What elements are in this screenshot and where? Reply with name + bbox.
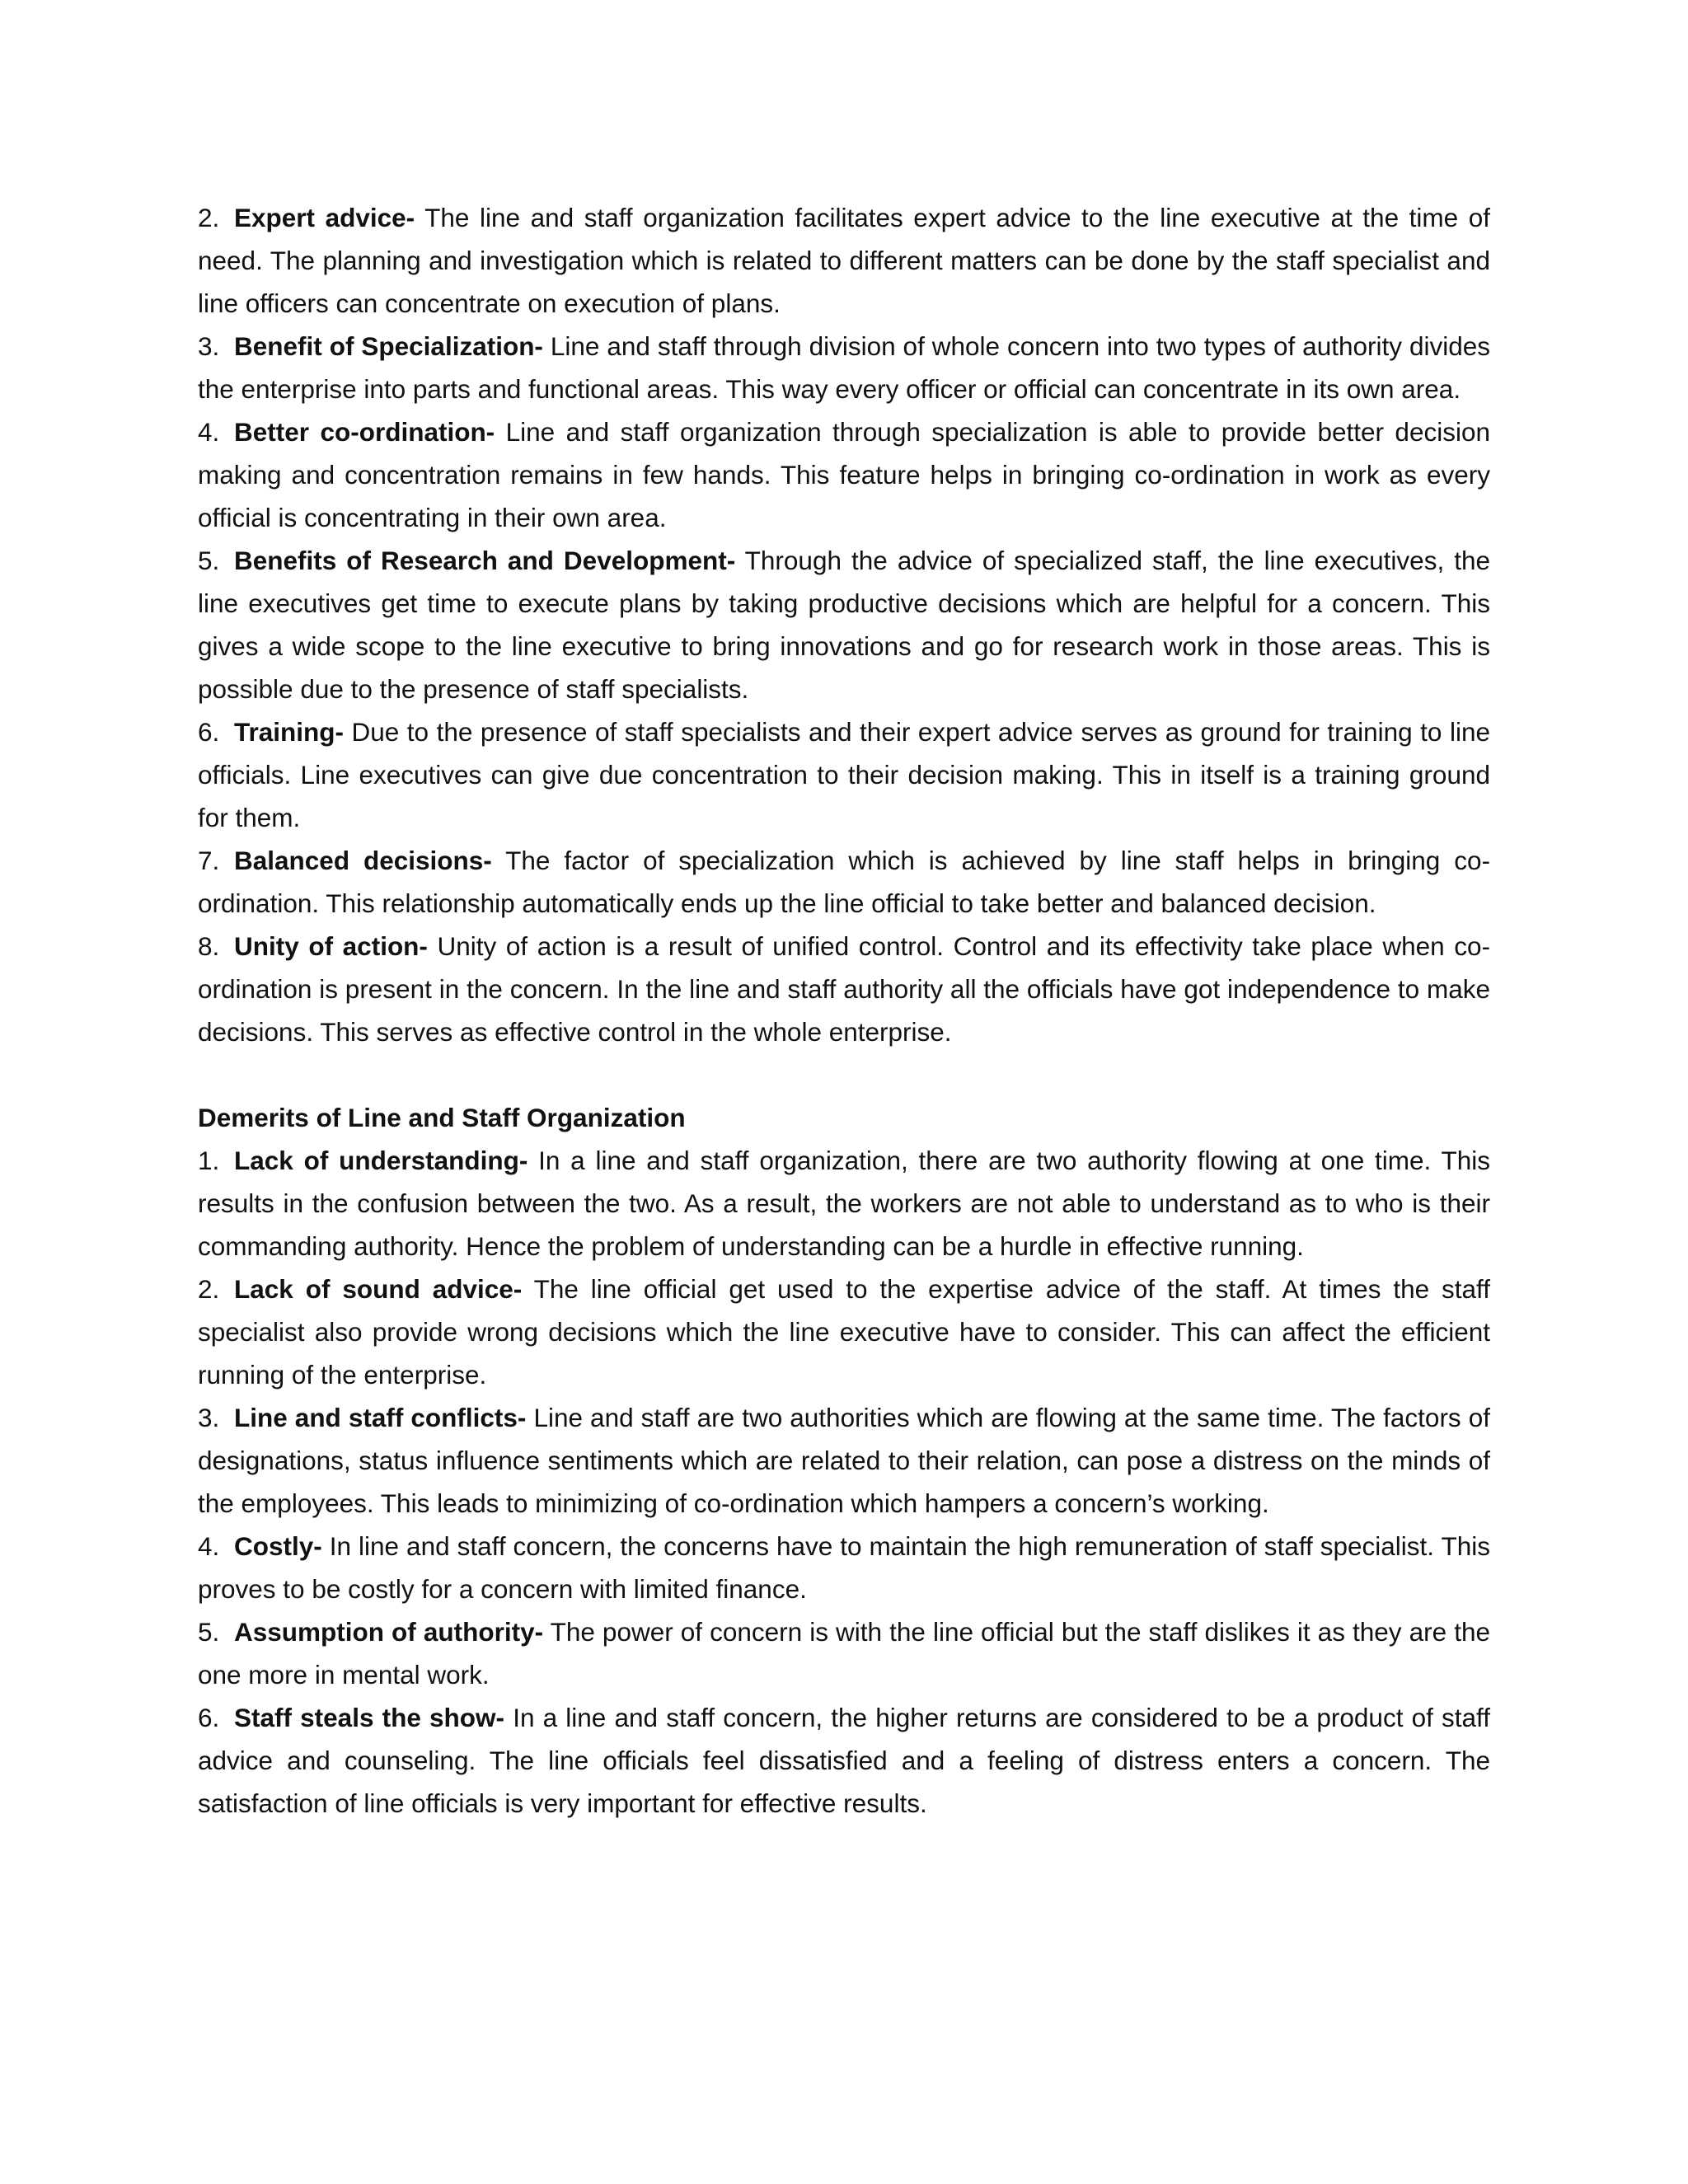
merit-item-balanced-decisions <box>198 839 1490 925</box>
merit-item-research <box>198 539 1490 710</box>
section-heading-demerits: Demerits of Line and Staff Organization <box>198 1103 686 1132</box>
item-number: 5. <box>198 546 220 575</box>
demerit-item-costly <box>198 1525 1490 1610</box>
merit-item-coordination <box>198 410 1490 539</box>
item-term: Unity of action- <box>234 931 428 961</box>
item-term: Benefits of Research and Development- <box>234 546 736 575</box>
item-term: Better co-ordination- <box>234 417 495 447</box>
item-term: Lack of understanding- <box>234 1146 528 1175</box>
item-text: Through the advice of specialized staff, the line executives, the line executives get time to execute plans by taking productive decisions which are helpful for a concern. This gives a wide scope to the line executive to bring innovations and go for research work in those areas. This is possible due to the presence of staff specialists. <box>198 546 1490 704</box>
item-term: Benefit of Specialization- <box>234 331 543 361</box>
item-term: Balanced decisions- <box>234 846 492 875</box>
item-number: 8. <box>198 931 220 961</box>
merit-item-expert-advice <box>198 196 1490 325</box>
item-number: 1. <box>198 1146 220 1175</box>
item-text: In a line and staff concern, the higher returns are considered to be a product of staff advice and counseling. The line officials feel dissatisfied and a feeling of distress enters a concern. The satisfaction of line officials is very important for effective results. <box>198 1703 1490 1818</box>
item-number: 4. <box>198 417 220 447</box>
item-number: 6. <box>198 717 220 747</box>
item-text: Due to the presence of staff specialists and their expert advice serves as ground for training to line officials. Line executives can give due concentration to their decision making. This in itself is a training ground for them. <box>198 717 1490 832</box>
demerit-item-assumption-of-authority <box>198 1610 1490 1696</box>
item-number: 7. <box>198 846 220 875</box>
item-number: 3. <box>198 331 220 361</box>
item-text: Unity of action is a result of unified control. Control and its effectivity take place when co-ordination is present in the concern. In the line and staff authority all the officials have got independence to make decisions. This serves as effective control in the whole enterprise. <box>198 931 1490 1047</box>
item-text: The factor of specialization which is achieved by line staff helps in bringing co-ordination. This relationship automatically ends up the line official to take better and balanced decision. <box>198 846 1491 918</box>
item-term: Staff steals the show- <box>234 1703 505 1732</box>
item-term: Lack of sound advice- <box>234 1274 523 1304</box>
document-page <box>198 196 1490 1825</box>
demerit-item-staff-steals-show <box>198 1696 1490 1825</box>
item-number: 2. <box>198 203 220 232</box>
item-term: Line and staff conflicts- <box>234 1403 527 1432</box>
merit-item-training <box>198 710 1490 839</box>
item-text: Line and staff organization through specialization is able to provide better decision making and concentration remains in few hands. This feature helps in bringing co-ordination in work as every official is concentrating in their own area. <box>198 417 1490 532</box>
item-text: The line and staff organization facilitates expert advice to the line executive at the time of need. The planning and investigation which is related to different matters can be done by the staff specialist and line officers can concentrate on execution of plans. <box>198 203 1490 318</box>
item-text: Line and staff are two authorities which are flowing at the same time. The factors of designations, status influence sentiments which are related to their relation, can pose a distress on the minds of the employees. This leads to minimizing of co-ordination which hampers a concern’s working. <box>198 1403 1490 1518</box>
demerit-item-conflicts <box>198 1396 1490 1525</box>
item-text: Line and staff through division of whole concern into two types of authority divides the enterprise into parts and functional areas. This way every officer or official can concentrate in its own area. <box>198 331 1490 404</box>
item-number: 6. <box>198 1703 220 1732</box>
item-number: 2. <box>198 1274 220 1304</box>
merit-item-specialization <box>198 325 1490 410</box>
item-term: Costly- <box>234 1531 322 1561</box>
item-text: In a line and staff organization, there are two authority flowing at one time. This results in the confusion between the two. As a result, the workers are not able to understand as to who is their commanding authority. Hence the problem of understanding can be a hurdle in effective running. <box>198 1146 1490 1261</box>
merit-item-unity-of-action <box>198 925 1490 1053</box>
item-number: 5. <box>198 1617 220 1647</box>
item-term: Assumption of authority- <box>234 1617 544 1647</box>
demerit-item-sound-advice <box>198 1268 1490 1396</box>
item-term: Training- <box>234 717 344 747</box>
item-term: Expert advice- <box>234 203 415 232</box>
item-text: The power of concern is with the line official but the staff dislikes it as they are the one more in mental work. <box>198 1617 1490 1690</box>
item-number: 3. <box>198 1403 220 1432</box>
item-number: 4. <box>198 1531 220 1561</box>
item-text: In line and staff concern, the concerns have to maintain the high remuneration of staff specialist. This proves to be costly for a concern with limited finance. <box>198 1531 1490 1604</box>
demerit-item-lack-of-understanding <box>198 1139 1490 1268</box>
item-text: The line official get used to the expertise advice of the staff. At times the staff specialist also provide wrong decisions which the line executive have to consider. This can affect the efficient running of the enterprise. <box>198 1274 1490 1390</box>
